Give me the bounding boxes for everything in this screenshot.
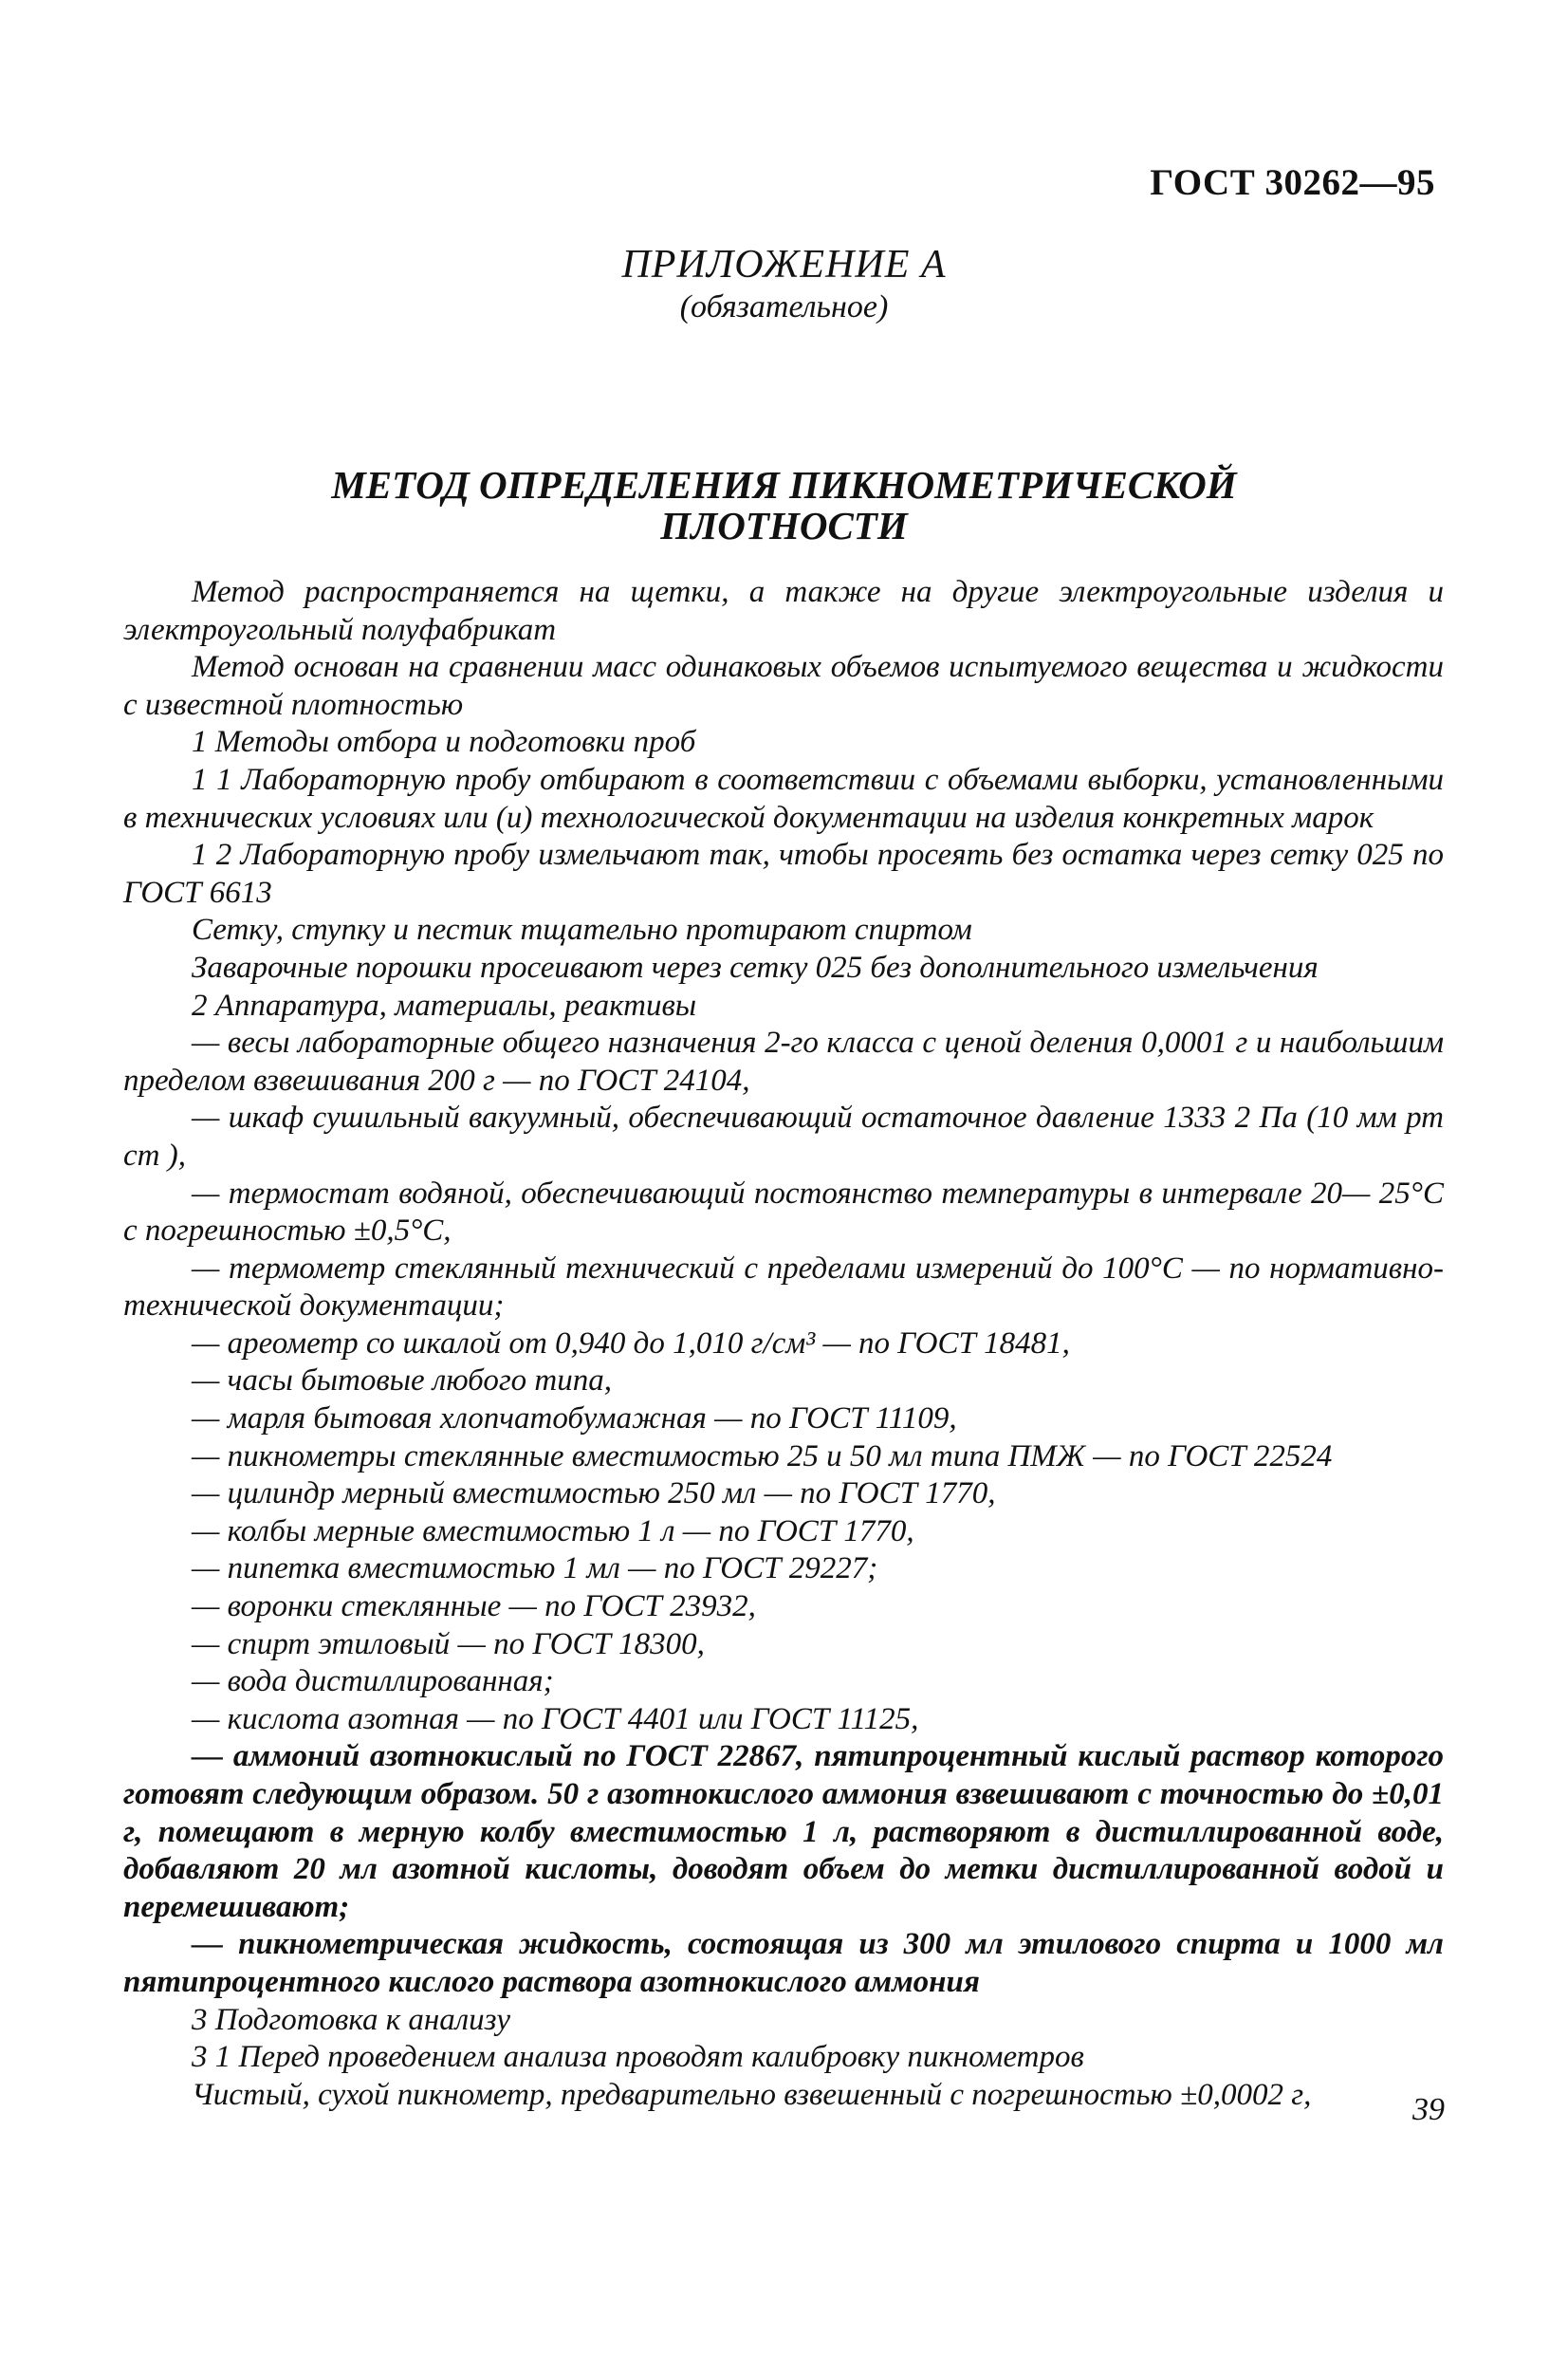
list-item-thermometer: — термометр стеклянный технический с пределами измерений до 100°С — по нормативно-технической документации; xyxy=(123,1251,1444,1324)
section-heading-equipment: 2 Аппаратура, материалы, реактивы xyxy=(192,988,697,1023)
list-item-ethanol: — спирт этиловый — по ГОСТ 18300, xyxy=(192,1626,705,1661)
list-item-thermostat: — термостат водяной, обеспечивающий постоянство температуры в интервале 20— 25°С с погрешностью ±0,5°С, xyxy=(123,1176,1444,1249)
list-item-flasks: — колбы мерные вместимостью 1 л — по ГОСТ 1770, xyxy=(192,1513,914,1548)
list-item-water: — вода дистиллированная; xyxy=(192,1664,554,1699)
list-item-pycnometric-liquid: — пикнометрическая жидкость, состоящая из 300 мл этилового спирта и 1000 мл пятипроцентного кислого раствора азотнокислого аммония xyxy=(123,1927,1444,1999)
appendix-title: ПРИЛОЖЕНИЕ А xyxy=(621,243,947,287)
paragraph-principle: Метод основан на сравнении масс одинаковых объемов испытуемого вещества и жидкости с известной плотностью xyxy=(123,650,1444,722)
list-item-funnels: — воронки стеклянные — по ГОСТ 23932, xyxy=(192,1589,756,1624)
appendix-subtitle: (обязательное) xyxy=(679,289,889,324)
list-item-pycnometers: — пикнометры стеклянные вместимостью 25 и 50 мл типа ПМЖ — по ГОСТ 22524 xyxy=(192,1438,1333,1473)
standard-code-header: ГОСТ 30262—95 xyxy=(1150,162,1435,203)
paragraph-brew-powders: Заварочные порошки просеивают через сетку 025 без дополнительного измельчения xyxy=(192,950,1319,985)
list-item-clock: — часы бытовые любого типа, xyxy=(192,1363,613,1399)
method-title: МЕТОД ОПРЕДЕЛЕНИЯ ПИКНОМЕТРИЧЕСКОЙ ПЛОТНОСТИ xyxy=(331,463,1237,547)
list-item-ammonium-nitrate: — аммоний азотнокислый по ГОСТ 22867, пятипроцентный кислый раствор которого готовят следующим образом. 50 г азотнокислого аммония взвешивают с точностью до ±0,01 г, помещают в мерную колбу вместимостью 1 л, растворяют в дистиллированной воде, добавляют 20 мл азотной кислоты, доводят объем до метки дистиллированной водой и перемешивают; xyxy=(123,1739,1444,1924)
document-body xyxy=(123,574,1444,2114)
list-item-nitric-acid: — кислота азотная — по ГОСТ 4401 или ГОСТ 11125, xyxy=(192,1701,919,1736)
list-item-pipette: — пипетка вместимостью 1 мл — по ГОСТ 29227; xyxy=(192,1551,878,1586)
paragraph-clean-pycnometer: Чистый, сухой пикнометр, предварительно взвешенный с погрешностью ±0,0002 г, xyxy=(192,2077,1312,2112)
paragraph-1-2: 1 2 Лабораторную пробу измельчают так, чтобы просеять без остатка через сетку 025 по ГОСТ 6613 xyxy=(123,838,1444,910)
list-item-scales: — весы лабораторные общего назначения 2-го класса с ценой деления 0,0001 г и наибольшим пределом взвешивания 200 г — по ГОСТ 24104, xyxy=(123,1026,1444,1098)
list-item-cylinder: — цилиндр мерный вместимостью 250 мл — по ГОСТ 1770, xyxy=(192,1476,996,1511)
page-number: 39 xyxy=(1412,2092,1445,2127)
list-item-hydrometer: — ареометр со шкалой от 0,940 до 1,010 г/см³ — по ГОСТ 18481, xyxy=(192,1325,1070,1361)
list-item-vacuum-oven: — шкаф сушильный вакуумный, обеспечивающий остаточное давление 1333 2 Па (10 мм рт ст ), xyxy=(123,1101,1444,1173)
section-heading-preparation: 3 Подготовка к анализу xyxy=(192,2002,510,2037)
section-heading-sampling: 1 Методы отбора и подготовки проб xyxy=(192,725,696,760)
paragraph-scope: Метод распространяется на щетки, а также на другие электроугольные изделия и электроугольный полуфабрикат xyxy=(123,575,1444,647)
paragraph-3-1: 3 1 Перед проведением анализа проводят калибровку пикнометров xyxy=(192,2040,1084,2075)
paragraph-sieve-cleaning: Сетку, ступку и пестик тщательно протирают спиртом xyxy=(192,913,972,948)
list-item-gauze: — марля бытовая хлопчатобумажная — по ГОСТ 11109, xyxy=(192,1401,957,1436)
paragraph-1-1: 1 1 Лабораторную пробу отбирают в соответствии с объемами выборки, установленными в технических условиях или (и) технологической документации на изделия конкретных марок xyxy=(123,762,1444,835)
